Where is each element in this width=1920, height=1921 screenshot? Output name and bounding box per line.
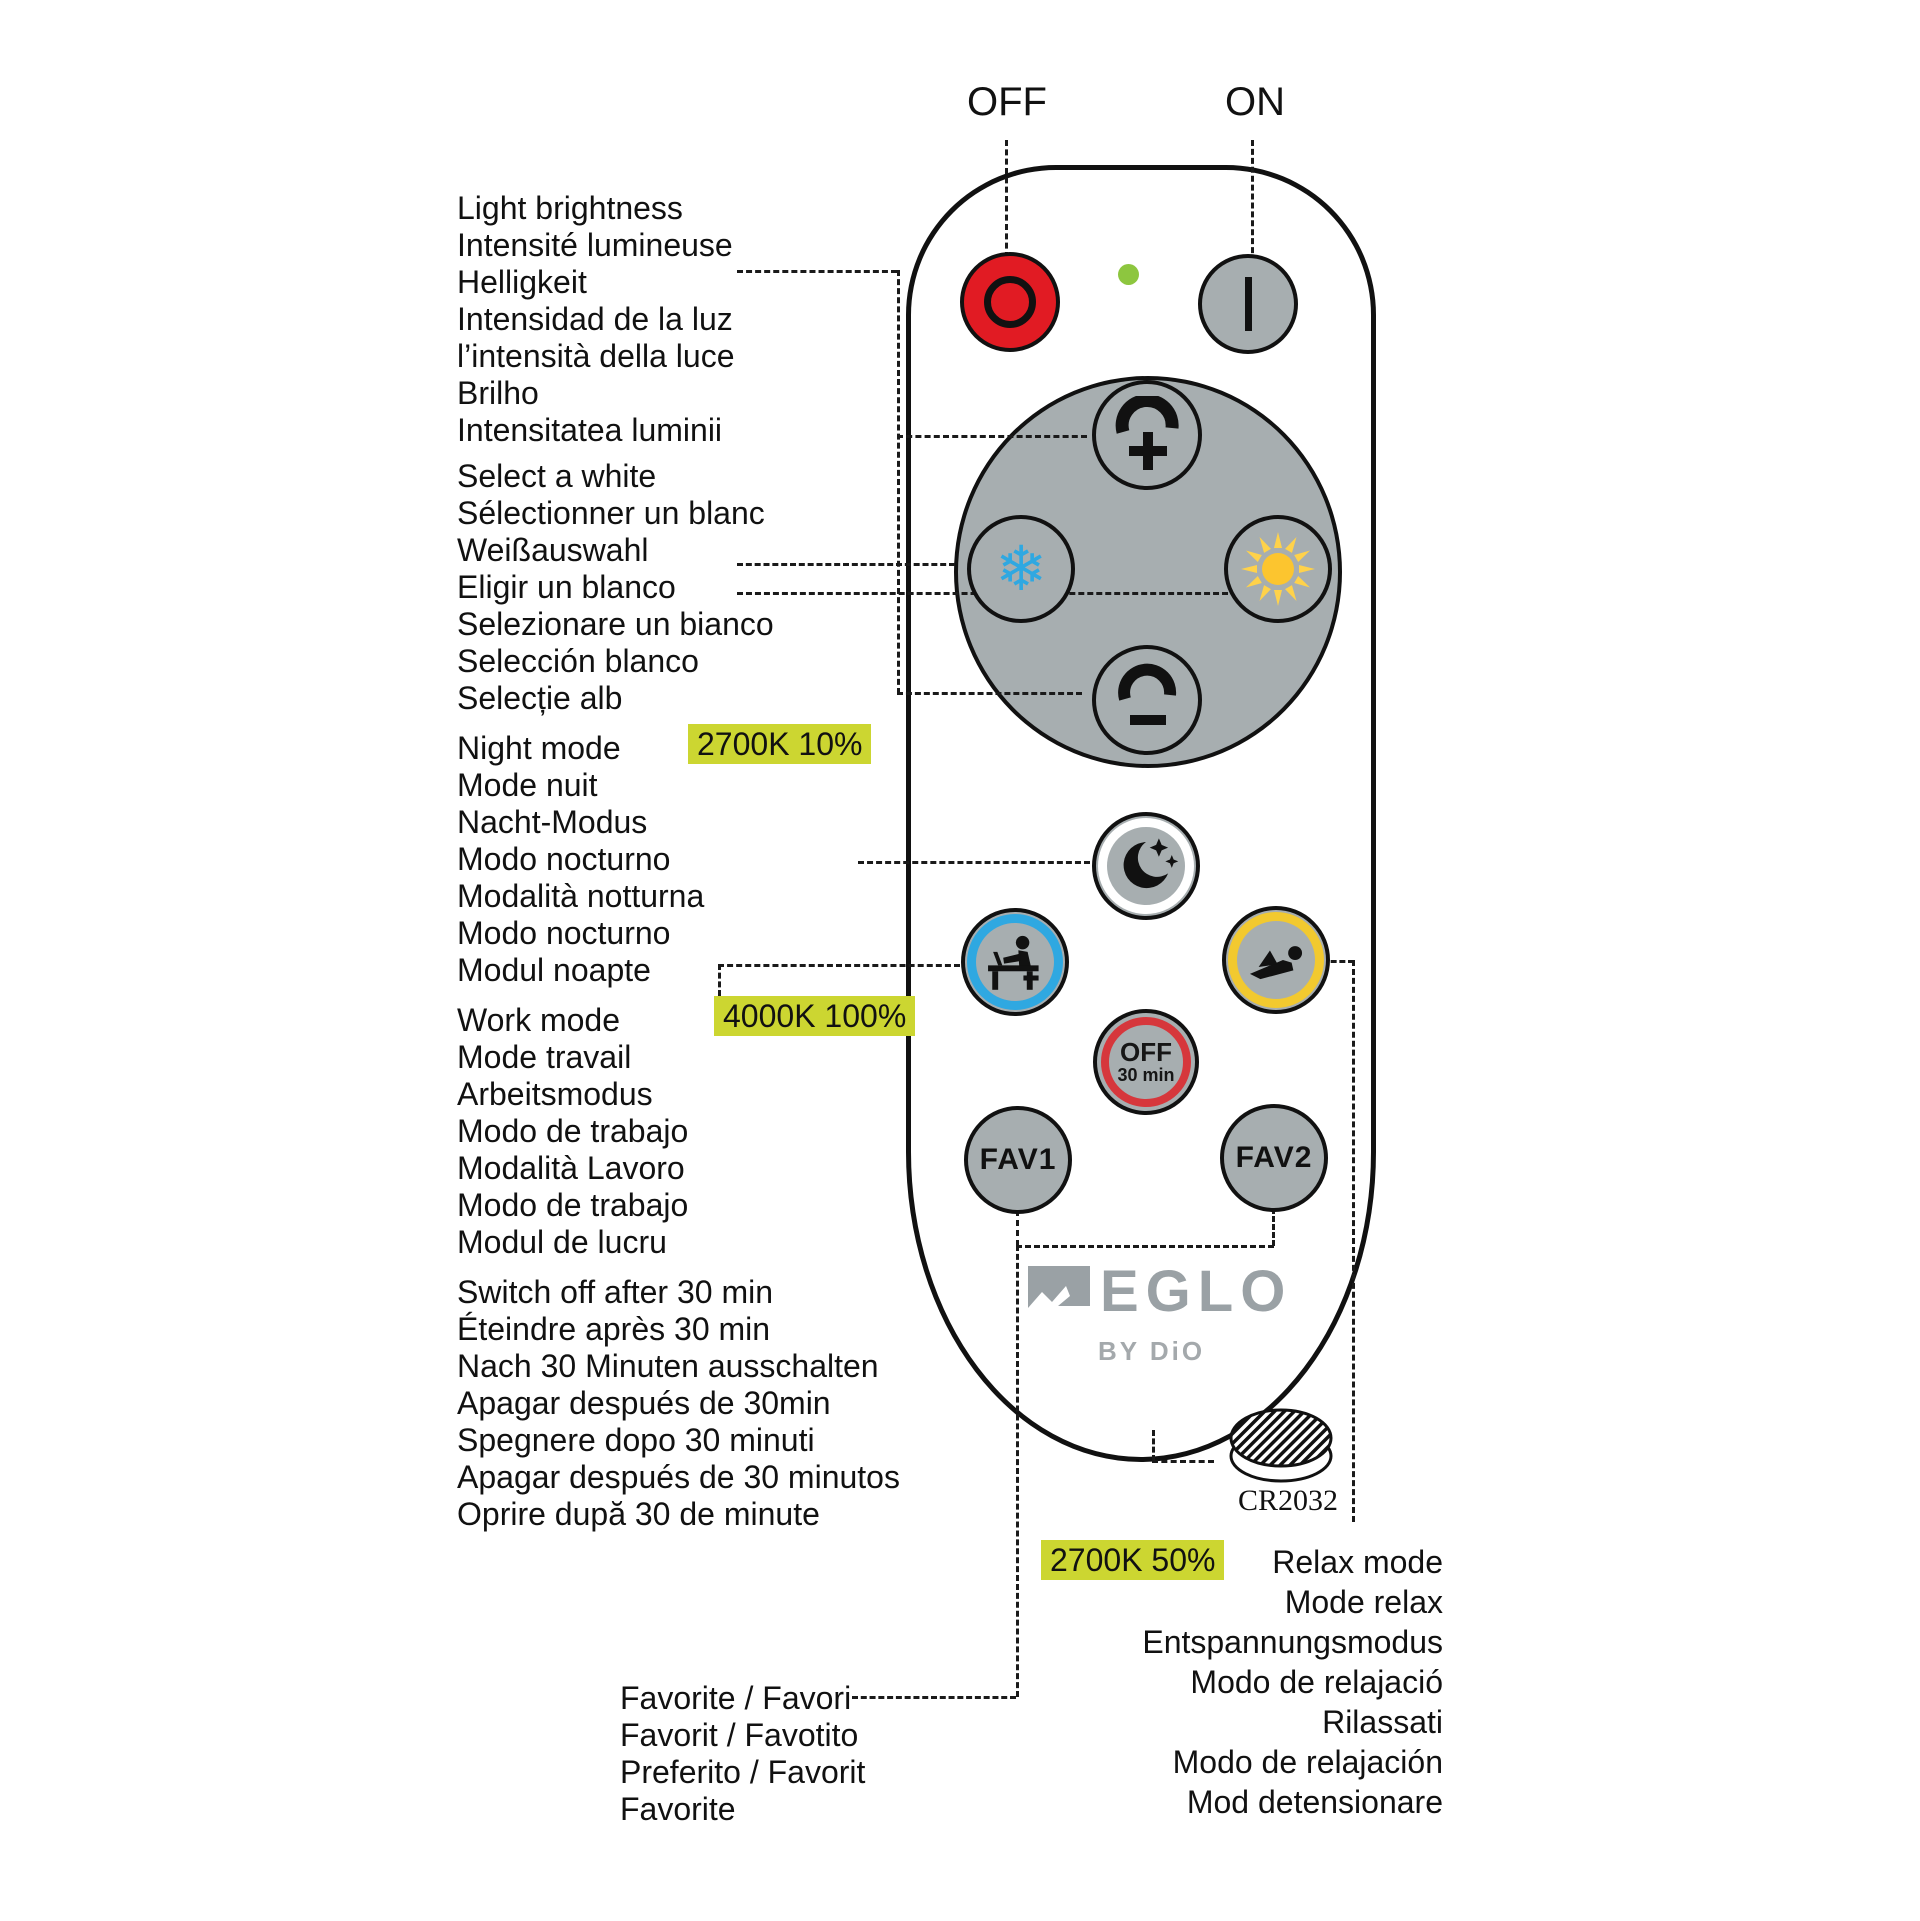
coin-cell-icon — [1226, 1398, 1336, 1490]
label-favorite — [620, 1680, 865, 1828]
work-mode-label-line: Arbeitsmodus — [457, 1076, 653, 1112]
relax-mode-label-line: Entspannungsmodus — [1142, 1624, 1443, 1660]
snowflake-icon: ❄ — [995, 532, 1047, 605]
moon-stars-icon — [1111, 831, 1181, 901]
fav1-label: FAV1 — [979, 1143, 1057, 1176]
label-brightness — [457, 190, 735, 449]
work-mode-label-line: Modo de trabajo — [457, 1113, 689, 1149]
connector-brightness-top — [737, 270, 897, 273]
off-after-30-label-line: Switch off after 30 min — [457, 1274, 773, 1310]
night-mode-label-line: Modo nocturno — [457, 841, 671, 877]
person-reclining-icon — [1243, 927, 1309, 993]
off-label: OFF — [967, 80, 1047, 124]
work-mode-label-line: Work mode — [457, 1002, 621, 1038]
dim-arc-minus-icon — [1108, 661, 1186, 739]
work-mode-preset-chip: 4000K 100% — [714, 996, 915, 1036]
label-off-after-30 — [457, 1274, 900, 1533]
connector-on-label — [1251, 140, 1254, 262]
brightness-label-line: Brilho — [457, 375, 539, 411]
relax-mode-preset-chip: 2700K 50% — [1041, 1540, 1224, 1580]
brightness-label-line: Intensidad de la luz — [457, 301, 733, 337]
dim-arc-plus-icon — [1108, 396, 1186, 474]
night-mode-label-line: Modalità notturna — [457, 878, 705, 914]
connector-brightness-minus — [897, 692, 1082, 695]
night-mode-button[interactable] — [1092, 812, 1200, 920]
fav1-button[interactable] — [964, 1106, 1072, 1214]
off-after-30-label-line: Oprire după 30 de minute — [457, 1496, 820, 1532]
white-select-label-line: Select a white — [457, 458, 657, 494]
white-select-label-line: Weißauswahl — [457, 532, 649, 568]
brightness-label-line: Intensitatea luminii — [457, 412, 723, 448]
white-select-label-line: Selecție alb — [457, 680, 623, 716]
favorite-label-line: Favorite — [620, 1791, 736, 1827]
off-after-30-label-line: Nach 30 Minuten ausschalten — [457, 1348, 879, 1384]
brightness-label-line: Light brightness — [457, 190, 683, 226]
favorite-label-line: Favorite / Favori — [620, 1680, 852, 1716]
connector-fav-bridge — [1016, 1245, 1274, 1248]
night-mode-label-line: Modo nocturno — [457, 915, 671, 951]
connector-battery-arm — [1152, 1460, 1214, 1463]
label-night-mode — [457, 730, 704, 989]
connector-fav1-stub — [1016, 1210, 1019, 1246]
connector-relax-drop — [1352, 960, 1355, 1522]
off-after-30-label-line: Apagar después de 30min — [457, 1385, 831, 1421]
power-on-button[interactable] — [1198, 254, 1298, 354]
label-work-mode — [457, 1002, 688, 1261]
off-after-30-label-line: Spegnere dopo 30 minuti — [457, 1422, 815, 1458]
connector-work-mode — [718, 964, 960, 967]
brightness-label-line: Helligkeit — [457, 264, 587, 300]
relax-mode-label-line: Modo de relajació — [1190, 1664, 1443, 1700]
mountain-icon — [1028, 1266, 1090, 1324]
connector-brightness-bracket — [897, 270, 900, 694]
relax-mode-label-line: Mod detensionare — [1186, 1784, 1443, 1820]
fav2-label: FAV2 — [1235, 1141, 1313, 1174]
relax-mode-label-line: Modo de relajación — [1172, 1744, 1443, 1780]
night-mode-label-line: Mode nuit — [457, 767, 598, 803]
eglo-logo-mark — [1028, 1266, 1090, 1324]
relax-mode-label-line: Relax mode — [1272, 1544, 1443, 1580]
white-select-label-line: Selezionare un bianco — [457, 606, 774, 642]
favorite-label-line: Preferito / Favorit — [620, 1754, 866, 1790]
favorite-label-line: Favorit / Favotito — [620, 1717, 859, 1753]
label-white-select — [457, 458, 774, 717]
night-mode-label-line: Modul noapte — [457, 952, 651, 988]
work-mode-button[interactable] — [961, 908, 1069, 1016]
sun-icon — [1237, 528, 1319, 610]
off-30min-button[interactable] — [1093, 1009, 1199, 1115]
battery-illustration — [1226, 1398, 1336, 1495]
cool-white-button[interactable] — [967, 515, 1075, 623]
relax-mode-button[interactable] — [1222, 906, 1330, 1014]
connector-fav2-stub — [1272, 1208, 1275, 1246]
white-select-label-line: Sélectionner un blanc — [457, 495, 765, 531]
brightness-down-button[interactable] — [1092, 645, 1202, 755]
connector-brightness-plus — [897, 435, 1087, 438]
white-select-label-line: Eligir un blanco — [457, 569, 676, 605]
warm-white-button[interactable] — [1224, 515, 1332, 623]
night-mode-label-line: Night mode — [457, 730, 621, 766]
off-after-30-label-line: Éteindre après 30 min — [457, 1311, 771, 1347]
battery-model-label: CR2032 — [1237, 1484, 1339, 1517]
green-led-indicator — [1118, 264, 1139, 285]
work-mode-label-line: Modul de lucru — [457, 1224, 667, 1260]
eglo-byline: BY DiO — [1098, 1336, 1206, 1366]
night-mode-preset-chip: 2700K 10% — [688, 724, 871, 764]
work-mode-label-line: Modo de trabajo — [457, 1187, 689, 1223]
on-label: ON — [1225, 80, 1285, 124]
label-relax-mode — [1142, 1542, 1443, 1822]
connector-battery-stub — [1152, 1430, 1155, 1461]
ring-circle-icon — [984, 276, 1036, 328]
off30-label-line1: OFF — [1120, 1037, 1172, 1067]
relax-mode-label-line: Mode relax — [1284, 1584, 1443, 1620]
connector-work-chip — [718, 964, 721, 996]
off30-label-line2: 30 min — [1117, 1065, 1175, 1085]
eglo-logo-text: EGLO — [1100, 1259, 1293, 1324]
person-at-desk-icon — [983, 930, 1047, 994]
work-mode-label-line: Modalità Lavoro — [457, 1150, 685, 1186]
brightness-up-button[interactable] — [1092, 380, 1202, 490]
connector-night-mode — [858, 861, 1090, 864]
relax-mode-label-line: Rilassati — [1322, 1704, 1443, 1740]
connector-favorite-label — [852, 1696, 1016, 1699]
vertical-bar-icon — [1245, 277, 1252, 331]
brightness-label-line: l’intensità della luce — [457, 338, 735, 374]
brightness-label-line: Intensité lumineuse — [457, 227, 733, 263]
work-mode-label-line: Mode travail — [457, 1039, 632, 1075]
white-select-label-line: Selección blanco — [457, 643, 699, 679]
power-off-button[interactable] — [960, 252, 1060, 352]
night-mode-label-line: Nacht-Modus — [457, 804, 648, 840]
off-after-30-label-line: Apagar después de 30 minutos — [457, 1459, 900, 1495]
connector-off-label — [1005, 140, 1008, 258]
fav2-button[interactable] — [1220, 1104, 1328, 1212]
connector-fav-drop — [1016, 1245, 1019, 1697]
